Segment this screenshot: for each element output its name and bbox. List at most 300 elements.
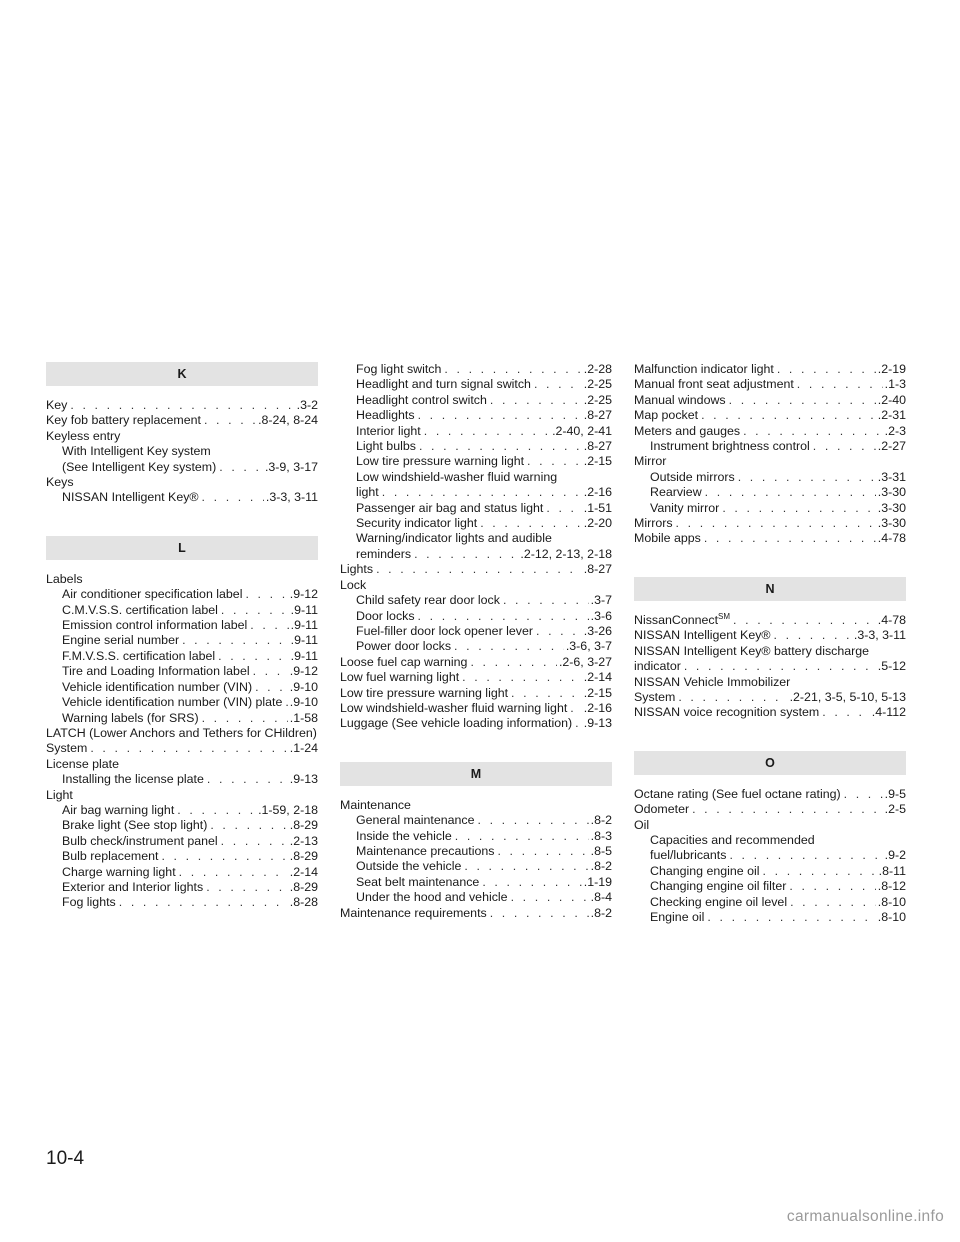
index-entry — [634, 377, 906, 392]
entry-label-text: Loose fuel cap warning — [340, 654, 468, 669]
entry-label-text: Passenger air bag and status light — [356, 500, 544, 515]
entry-label-text: Security indicator light — [356, 516, 478, 531]
dot-leader — [733, 613, 876, 628]
index-entry — [340, 454, 612, 469]
entry-page-ref: .8-27 — [583, 562, 612, 577]
entry-label — [650, 895, 787, 910]
dot-leader — [790, 895, 876, 910]
index-entry — [340, 485, 612, 500]
entry-label — [62, 680, 252, 695]
index-entry — [340, 875, 612, 890]
index-entry — [634, 910, 906, 925]
dot-leader — [207, 772, 288, 787]
entry-label — [356, 859, 461, 874]
index-entry — [46, 413, 318, 428]
entry-page-ref: .9-12 — [289, 587, 318, 602]
index-entry — [46, 633, 318, 648]
index-entry — [634, 787, 906, 802]
entry-label — [356, 624, 533, 639]
dot-leader — [570, 701, 581, 716]
entry-page-ref: .9-11 — [290, 602, 318, 617]
entry-page-ref: .2-21, 3-5, 5-10, 5-13 — [789, 689, 906, 704]
entry-label-text: Under the hood and vehicle — [356, 890, 508, 905]
dot-leader — [250, 618, 288, 633]
index-heading: Maintenance — [340, 797, 411, 812]
entry-label-text: Door locks — [356, 608, 415, 623]
entry-page-ref: .2-31 — [877, 408, 906, 423]
dot-leader — [684, 659, 876, 674]
entry-page-ref: .8-29 — [289, 879, 318, 894]
dot-leader — [676, 516, 876, 531]
dot-leader — [418, 408, 582, 423]
entry-label — [634, 362, 774, 377]
entry-label — [634, 531, 701, 546]
entry-label — [650, 879, 786, 894]
dot-leader — [722, 501, 875, 516]
entry-page-ref: .9-11 — [290, 618, 318, 633]
dot-leader — [462, 670, 582, 685]
entry-label — [62, 818, 207, 833]
index-entry — [634, 362, 906, 377]
entry-label-text: Air conditioner specification label — [62, 587, 243, 602]
entry-label-text: (See Intelligent Key system) — [62, 459, 217, 474]
entry-label — [340, 686, 508, 701]
entry-page-ref: .3-30 — [877, 516, 906, 531]
watermark: carmanualsonline.info — [786, 1208, 944, 1225]
index-entry — [634, 408, 906, 423]
index-heading: Lock — [340, 577, 367, 592]
entry-label-text: Engine serial number — [62, 633, 180, 648]
entry-page-ref: .3-30 — [877, 500, 906, 515]
section-header: N — [634, 577, 906, 601]
index-entry — [340, 813, 612, 828]
entry-label — [62, 711, 199, 726]
entry-label-text: Map pocket — [634, 408, 699, 423]
index-entry — [46, 398, 318, 413]
entry-page-ref: .9-13 — [583, 716, 612, 731]
entry-label-text: Changing engine oil filter — [650, 879, 787, 894]
entry-label-text: Instrument brightness control — [650, 439, 810, 454]
dot-leader — [797, 377, 883, 392]
entry-label-text: light — [356, 485, 379, 500]
entry-label-text: Low tire pressure warning light — [340, 685, 509, 700]
entry-label-text: Vanity mirror — [650, 500, 720, 515]
index-entry — [46, 880, 318, 895]
index-column-2 — [340, 362, 612, 921]
entry-page-ref: .8-29 — [289, 849, 318, 864]
entry-label — [634, 628, 771, 643]
entry-label — [340, 670, 459, 685]
dot-leader — [382, 485, 582, 500]
index-heading: Keyless entry — [46, 428, 121, 443]
entry-label-text: Headlights — [356, 408, 415, 423]
entry-page-ref: .4-112 — [871, 705, 906, 720]
index-entry — [46, 490, 318, 505]
entry-label-text: Fog light switch — [356, 362, 442, 376]
entry-page-ref: .2-19 — [877, 362, 906, 376]
index-entry — [46, 865, 318, 880]
entry-label-text: Low fuel warning light — [340, 670, 460, 685]
entry-label-text: Seat belt maintenance — [356, 874, 480, 889]
entry-label — [62, 849, 158, 864]
index-entry — [340, 362, 612, 377]
entry-label-text: F.M.V.S.S. certification label — [62, 648, 216, 663]
dot-leader — [221, 834, 288, 849]
entry-label — [46, 741, 87, 756]
entry-label — [650, 470, 735, 485]
dot-leader — [454, 639, 564, 654]
dot-leader — [245, 587, 287, 602]
index-heading: NISSAN Vehicle Immobilizer — [634, 674, 791, 689]
dot-leader — [789, 879, 875, 894]
index-entry — [46, 849, 318, 864]
index-entry — [634, 802, 906, 817]
index-heading: License plate — [46, 756, 120, 771]
entry-page-ref: .9-2 — [884, 848, 906, 863]
entry-label-text: Mirrors — [634, 516, 673, 531]
dot-leader — [210, 818, 287, 833]
entry-label — [46, 398, 67, 413]
entry-label-text: Lights — [340, 562, 374, 577]
entry-page-ref: .3-2 — [296, 398, 318, 412]
entry-label — [340, 716, 572, 731]
dot-leader — [424, 424, 550, 439]
dot-leader — [204, 413, 256, 428]
dot-leader — [536, 624, 582, 639]
entry-page-ref: .3-6, 3-7 — [565, 639, 612, 654]
entry-label-text: Maintenance requirements — [340, 905, 487, 920]
entry-label — [356, 501, 543, 516]
dot-leader — [255, 680, 288, 695]
dot-leader — [575, 716, 582, 731]
entry-page-ref: .3-3, 3-11 — [265, 490, 318, 505]
section-spacer — [634, 721, 906, 751]
entry-page-ref: .8-27 — [583, 408, 612, 423]
entry-label — [634, 424, 740, 439]
entry-label-text: reminders — [356, 546, 412, 561]
index-subheading: Capacities and recommended — [650, 832, 815, 847]
entry-label — [650, 864, 760, 879]
entry-page-ref: .1-51 — [583, 500, 612, 515]
entry-label-text: Bulb replacement — [62, 849, 159, 864]
entry-label-text: Charge warning light — [62, 864, 176, 879]
entry-label — [356, 593, 500, 608]
entry-label-text: NissanConnect — [634, 612, 719, 627]
dot-leader — [503, 593, 589, 608]
entry-label-text: Inside the vehicle — [356, 828, 452, 843]
entry-label-text: Outside the vehicle — [356, 859, 462, 874]
dot-leader — [419, 439, 582, 454]
index-entry — [340, 624, 612, 639]
entry-page-ref: .3-9, 3-17 — [264, 459, 318, 474]
entry-page-ref: .2-14 — [289, 864, 318, 879]
entry-label — [62, 664, 250, 679]
dot-leader — [705, 485, 876, 500]
entry-label-text: Checking engine oil level — [650, 894, 788, 909]
page-number: 10-4 — [46, 1148, 85, 1169]
entry-label — [62, 695, 282, 710]
index-entry — [46, 895, 318, 910]
entry-page-ref: .8-27 — [583, 439, 612, 454]
index-entry — [46, 603, 318, 618]
index-heading: Keys — [46, 475, 74, 490]
entry-page-ref: .9-11 — [290, 648, 318, 663]
index-entry — [634, 848, 906, 863]
index-entry — [340, 408, 612, 423]
index-entry — [634, 485, 906, 500]
index-entry — [634, 439, 906, 454]
index-entry — [340, 501, 612, 516]
dot-leader — [704, 531, 876, 546]
entry-label — [356, 890, 508, 905]
entry-page-ref: .2-16 — [583, 700, 612, 715]
entry-page-ref: .8-10 — [877, 909, 906, 924]
dot-leader — [202, 490, 264, 505]
index-entry — [46, 680, 318, 695]
entry-page-ref: .3-30 — [877, 485, 906, 500]
index-entry — [340, 393, 612, 408]
section-spacer — [634, 547, 906, 577]
entry-page-ref: .3-7 — [590, 593, 612, 608]
service-mark: SM — [718, 611, 731, 621]
dot-leader — [285, 695, 287, 710]
entry-label-text: Light bulbs — [356, 439, 416, 454]
dot-leader — [490, 393, 582, 408]
entry-page-ref: .8-29 — [289, 818, 318, 833]
index-entry — [340, 377, 612, 392]
entry-label-text: System — [634, 689, 676, 704]
index-heading: Oil — [634, 817, 650, 832]
index-heading: Labels — [46, 571, 83, 586]
entry-label-text: Warning labels (for SRS) — [62, 710, 199, 725]
entry-label — [356, 875, 479, 890]
entry-label-text: Mobile apps — [634, 531, 701, 546]
dot-leader — [497, 844, 588, 859]
entry-label-text: indicator — [634, 659, 681, 674]
entry-label-text: Key — [46, 398, 68, 412]
entry-label-text: Rearview — [650, 485, 702, 500]
entry-label-text: Headlight control switch — [356, 392, 487, 407]
dot-leader — [701, 408, 876, 423]
entry-label-text: Exterior and Interior lights — [62, 879, 204, 894]
entry-label — [356, 454, 524, 469]
dot-leader — [253, 664, 288, 679]
dot-leader — [202, 711, 288, 726]
entry-label — [650, 848, 726, 863]
index-entry — [46, 741, 318, 756]
entry-page-ref: .8-4 — [590, 890, 612, 905]
index-entry — [634, 501, 906, 516]
index-entry — [46, 460, 318, 475]
index-entry — [340, 829, 612, 844]
dot-leader — [678, 690, 787, 705]
dot-leader — [822, 705, 870, 720]
dot-leader — [119, 895, 288, 910]
entry-label — [340, 701, 567, 716]
index-heading: NISSAN Intelligent Key® battery discharge — [634, 643, 870, 658]
entry-label-text: Fuel-filler door lock opener lever — [356, 623, 533, 638]
dot-leader — [511, 890, 589, 905]
entry-label-text: Installing the license plate — [62, 772, 204, 787]
index-entry — [634, 516, 906, 531]
index-entry — [340, 670, 612, 685]
entry-label — [62, 865, 176, 880]
entry-label — [62, 649, 215, 664]
dot-leader — [743, 424, 883, 439]
entry-label-text: Emission control information label — [62, 618, 248, 633]
dot-leader — [527, 454, 582, 469]
entry-label — [340, 655, 467, 670]
index-entry — [340, 439, 612, 454]
entry-label-text: Luggage (See vehicle loading information) — [340, 716, 573, 731]
section-spacer — [340, 732, 612, 762]
entry-page-ref: .2-40 — [877, 392, 906, 407]
entry-page-ref: .1-59, 2-18 — [258, 802, 318, 817]
index-entry — [634, 690, 906, 705]
dot-leader — [763, 864, 877, 879]
entry-page-ref: .2-5 — [884, 802, 906, 817]
entry-page-ref: .2-12, 2-13, 2-18 — [520, 546, 612, 561]
entry-page-ref: .9-13 — [289, 772, 318, 787]
dot-leader — [480, 516, 582, 531]
index-heading: LATCH (Lower Anchors and Tethers for CHildren) — [46, 725, 317, 740]
entry-label — [634, 516, 673, 531]
entry-label — [634, 408, 698, 423]
entry-label-text: Manual windows — [634, 392, 726, 407]
index-entry — [46, 587, 318, 602]
entry-label-text: Low windshield-washer fluid warning light — [340, 700, 568, 715]
index-entry — [634, 393, 906, 408]
entry-page-ref: .8-24, 8-24 — [258, 413, 318, 428]
entry-label — [356, 609, 415, 624]
index-entry — [46, 618, 318, 633]
entry-label — [62, 490, 199, 505]
index-entry — [340, 686, 612, 701]
index-subheading: With Intelligent Key system — [62, 444, 211, 459]
entry-page-ref: .8-28 — [289, 895, 318, 910]
entry-label — [46, 413, 201, 428]
entry-page-ref: .2-25 — [583, 377, 612, 392]
dot-leader — [70, 398, 294, 413]
entry-label — [634, 787, 841, 802]
dot-leader — [182, 633, 289, 648]
index-subheading: Warning/indicator lights and audible — [356, 531, 552, 546]
dot-leader — [482, 875, 581, 890]
entry-label-text: Engine oil — [650, 909, 705, 924]
index-entry — [340, 639, 612, 654]
dot-leader — [161, 849, 287, 864]
entry-label — [356, 408, 415, 423]
entry-page-ref: .2-27 — [877, 439, 906, 454]
entry-label — [356, 393, 487, 408]
dot-leader — [729, 848, 882, 863]
entry-page-ref: .3-6 — [590, 608, 612, 623]
entry-label — [62, 633, 179, 648]
section-header: L — [46, 536, 318, 560]
entry-label — [356, 813, 474, 828]
entry-label — [356, 362, 441, 377]
dot-leader — [692, 802, 883, 817]
index-entry — [340, 424, 612, 439]
dot-leader — [418, 609, 589, 624]
index-entry — [634, 879, 906, 894]
index-heading: Light — [46, 787, 73, 802]
section-spacer — [46, 506, 318, 536]
dot-leader — [414, 547, 518, 562]
dot-leader — [707, 910, 875, 925]
dot-leader — [777, 362, 876, 377]
index-entry — [634, 470, 906, 485]
dot-leader — [455, 829, 589, 844]
entry-page-ref: .9-5 — [884, 786, 906, 801]
entry-label-text: Low tire pressure warning light — [356, 454, 525, 469]
entry-page-ref: .4-78 — [877, 531, 906, 546]
entry-label — [62, 772, 204, 787]
entry-label — [634, 802, 689, 817]
entry-page-ref: .1-58 — [289, 710, 318, 725]
entry-page-ref: .2-40, 2-41 — [552, 423, 612, 438]
dot-leader — [774, 628, 852, 643]
index-column-3 — [634, 362, 906, 925]
entry-label-text: NISSAN Intelligent Key® — [634, 628, 771, 643]
index-entry — [340, 859, 612, 874]
index-entry — [340, 655, 612, 670]
index-entry — [46, 818, 318, 833]
entry-label-text: System — [46, 741, 88, 756]
index-entry — [340, 906, 612, 921]
entry-label-text: Power door locks — [356, 639, 452, 654]
entry-label-text: Bulb check/instrument panel — [62, 833, 218, 848]
entry-label — [356, 377, 531, 392]
entry-page-ref: .1-24 — [289, 741, 318, 756]
entry-label — [340, 562, 373, 577]
index-entry — [340, 562, 612, 577]
entry-label — [634, 393, 726, 408]
dot-leader — [218, 649, 289, 664]
entry-label — [634, 377, 794, 392]
entry-label-text: Vehicle identification number (VIN) — [62, 679, 253, 694]
entry-label-text: Octane rating (See fuel octane rating) — [634, 786, 841, 801]
entry-label — [62, 460, 216, 475]
dot-leader — [477, 813, 588, 828]
entry-label-text: Outside mirrors — [650, 469, 735, 484]
entry-page-ref: .8-2 — [590, 813, 612, 828]
entry-label — [356, 547, 411, 562]
index-entry — [634, 531, 906, 546]
entry-label — [62, 618, 247, 633]
entry-label-text: Headlight and turn signal switch — [356, 377, 531, 392]
dot-leader — [90, 741, 287, 756]
entry-page-ref: .2-16 — [583, 485, 612, 500]
entry-label-text: Fog lights — [62, 895, 116, 910]
index-entry — [340, 609, 612, 624]
entry-label — [356, 844, 494, 859]
entry-label — [650, 501, 719, 516]
index-entry — [46, 649, 318, 664]
entry-label — [356, 439, 416, 454]
dot-leader — [470, 655, 557, 670]
index-entry — [46, 695, 318, 710]
entry-label-text: Meters and gauges — [634, 423, 741, 438]
entry-page-ref: .2-6, 3-27 — [558, 654, 612, 669]
dot-leader — [177, 803, 256, 818]
entry-label — [62, 895, 116, 910]
entry-label-text: Interior light — [356, 423, 421, 438]
index-entry — [634, 424, 906, 439]
dot-leader — [738, 470, 876, 485]
entry-page-ref: .9-10 — [289, 695, 318, 710]
entry-page-ref: .9-11 — [290, 633, 318, 648]
